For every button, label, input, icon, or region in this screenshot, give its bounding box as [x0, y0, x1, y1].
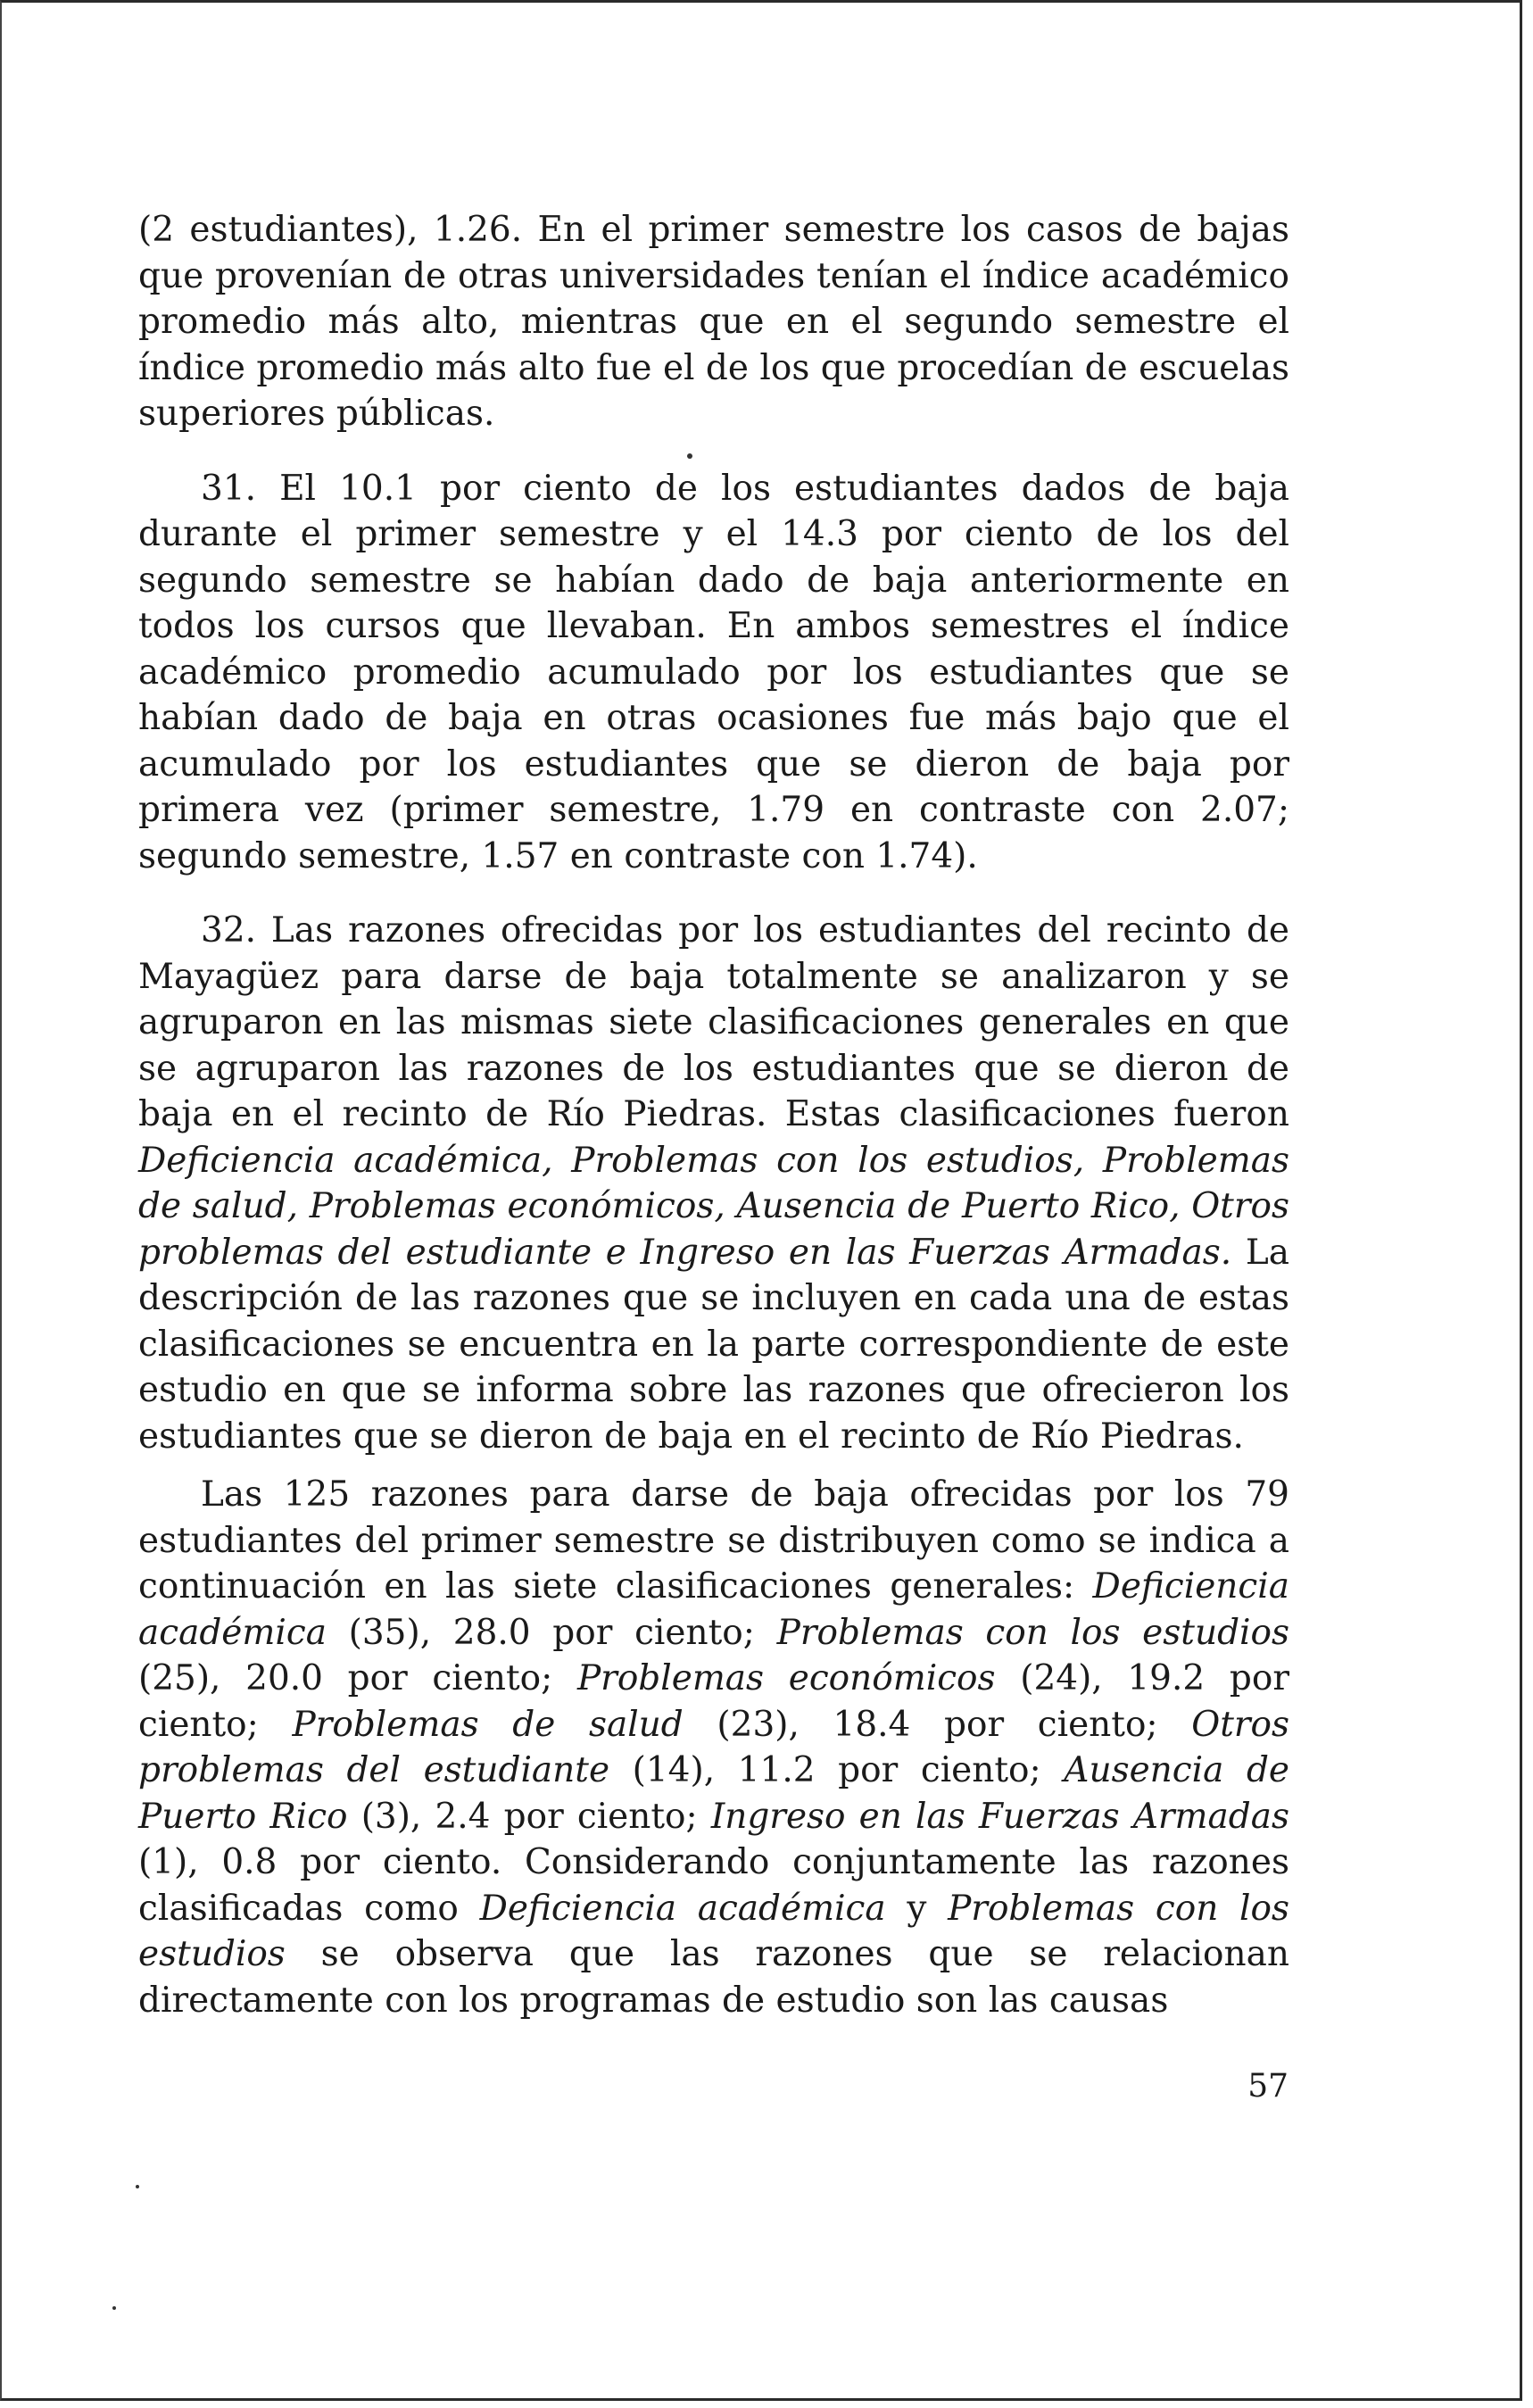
page-number: 57: [1247, 2068, 1289, 2105]
italic-run: Problemas con los estudios: [776, 1612, 1289, 1653]
scan-speck: [112, 2306, 116, 2310]
text-run: (2 estudiantes), 1.26. En el primer semestre los casos de bajas que provenían de otras universidades tenían el índice académico promedio más alto, mientras que en el segundo semestre el índice promedio más alto fue el de los que procedían de escuelas superiores públicas.: [138, 210, 1289, 434]
text-run: (24), 19.2 por ciento;: [138, 1658, 1289, 1745]
text-run: La descripción de las razones que se incluyen en cada una de estas clasificaciones se encuentra en la parte correspondiente de este estudio en que se informa sobre las razones que ofrecieron los estudiantes que se dieron de baja en el recinto de Río Piedras.: [138, 1232, 1289, 1457]
italic-run: Deficiencia académica: [479, 1888, 886, 1929]
paragraph-32: [138, 908, 1289, 1459]
scan-speck: [687, 453, 692, 459]
text-run: (23), 18.4 por ciento;: [683, 1704, 1192, 1745]
paragraph-31: [138, 466, 1289, 880]
text-run: (35), 28.0 por ciento;: [326, 1612, 777, 1653]
text-run: 32. Las razones ofrecidas por los estudiantes del recinto de Mayagüez para darse de baja totalmente se analizaron y se agruparon en las mismas siete clasificaciones generales en que se agruparon las razones de los estudiantes que se dieron de baja en el recinto de Río Piedras. Estas clasificaciones fueron: [138, 910, 1289, 1134]
text-run: 31. El 10.1 por ciento de los estudiantes dados de baja durante el primer semestre y el 14.3 por ciento de los del segundo semestre se habían dado de baja anteriormente en todos los cursos que llevaban. En ambos semestres el índice académico promedio acumulado por los estudiantes que se habían dado de baja en otras ocasiones fue más bajo que el acumulado por los estudiantes que se dieron de baja por primera vez (primer semestre, 1.79 en contraste con 2.07; segundo semestre, 1.57 en contraste con 1.74).: [138, 468, 1289, 876]
paragraph-razones-primer-semestre: [138, 1472, 1289, 2023]
text-run: se observa que las razones que se relacionan directamente con los programas de estudio son las causas: [138, 1934, 1289, 2021]
text-run: (1), 0.8 por ciento. Considerando conjuntamente las razones clasificadas como: [138, 1842, 1289, 1929]
italic-run: Problemas con los estudios: [138, 1888, 1289, 1974]
text-run: (14), 11.2 por ciento;: [609, 1750, 1065, 1790]
scan-speck: [136, 2185, 139, 2188]
italic-run: Problemas económicos: [576, 1658, 996, 1698]
italic-run: Deficiencia académica, Problemas con los estudios, Problemas de salud, Problemas económicos, Ausencia de Puerto Rico, Otros problemas del estudiante e Ingreso en las Fuerzas Armadas.: [138, 1140, 1289, 1273]
italic-run: Ausencia de Puerto Rico: [138, 1750, 1289, 1837]
body-text: [138, 207, 1289, 2023]
text-run: (25), 20.0 por ciento;: [138, 1658, 577, 1698]
italic-run: Deficiencia académica: [138, 1566, 1289, 1653]
italic-run: Problemas de salud: [292, 1704, 684, 1745]
italic-run: Otros problemas del estudiante: [138, 1704, 1290, 1790]
text-run: y: [885, 1888, 949, 1929]
paragraph-continuation: [138, 207, 1289, 437]
italic-run: Ingreso en las Fuerzas Armadas: [710, 1796, 1290, 1837]
text-run: (3), 2.4 por ciento;: [347, 1796, 711, 1837]
text-run: Las 125 razones para darse de baja ofrecidas por los 79 estudiantes del primer semestre se distribuyen como se indica a continuación en las siete clasificaciones generales:: [138, 1474, 1289, 1607]
